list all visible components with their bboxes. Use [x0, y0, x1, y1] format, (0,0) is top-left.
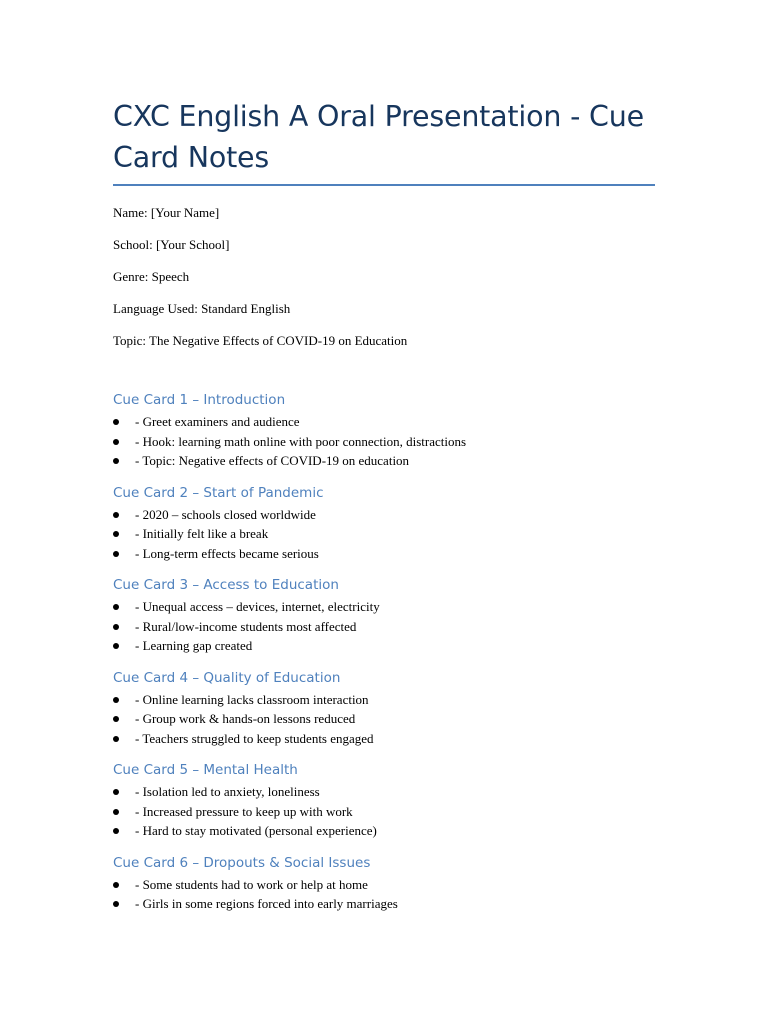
- cue-card-5: [113, 761, 655, 841]
- bullet-icon: [113, 716, 119, 722]
- cue-card-list: [113, 690, 655, 749]
- list-item-text: - Teachers struggled to keep students engaged: [135, 730, 374, 746]
- cue-card-heading: Cue Card 1 – Introduction: [113, 392, 286, 408]
- list-item: [113, 617, 655, 637]
- bullet-icon: [113, 882, 119, 888]
- cue-card-list: [113, 782, 655, 841]
- list-item: [113, 505, 655, 525]
- cue-card-1: [113, 391, 655, 471]
- list-item-text: - Hard to stay motivated (personal experience): [135, 823, 377, 838]
- list-item-text: - Some students had to work or help at home: [135, 876, 368, 892]
- list-item-text: - Learning gap created: [135, 638, 253, 653]
- list-item-text: - Girls in some regions forced into early marriages: [135, 896, 398, 911]
- bullet-icon: [113, 419, 119, 425]
- list-item: [113, 729, 655, 749]
- list-item: [113, 894, 655, 914]
- list-item-text: - Rural/low-income students most affected: [135, 618, 357, 634]
- list-item: [113, 821, 655, 841]
- list-item-text: - Long-term effects became serious: [135, 545, 319, 561]
- bullet-icon: [113, 736, 119, 742]
- list-item: [113, 432, 655, 452]
- bullet-icon: [113, 789, 119, 795]
- list-item: [113, 636, 655, 656]
- cue-card-list: [113, 505, 655, 564]
- bullet-icon: [113, 531, 119, 537]
- list-item: [113, 690, 655, 710]
- list-item-text: - Hook: learning math online with poor connection, distractions: [135, 433, 467, 449]
- cue-card-3: [113, 576, 655, 656]
- list-item-text: - Greet examiners and audience: [135, 414, 300, 429]
- bullet-icon: [113, 439, 119, 445]
- bullet-icon: [113, 624, 119, 630]
- cue-card-4: [113, 669, 655, 749]
- list-item: [113, 412, 655, 432]
- cue-card-list: [113, 597, 655, 656]
- bullet-icon: [113, 604, 119, 610]
- list-item: [113, 709, 655, 729]
- bullet-icon: [113, 458, 119, 464]
- cue-cards: [113, 391, 655, 914]
- list-item: [113, 524, 655, 544]
- bullet-icon: [113, 697, 119, 703]
- list-item-text: - Online learning lacks classroom interaction: [135, 691, 369, 707]
- list-item: [113, 597, 655, 617]
- list-item-text: - Increased pressure to keep up with work: [135, 803, 353, 819]
- list-item: [113, 782, 655, 802]
- list-item: [113, 451, 655, 471]
- list-item: [113, 875, 655, 895]
- cue-card-list: [113, 412, 655, 471]
- bullet-icon: [113, 643, 119, 649]
- document-title: CXC English A Oral Presentation - Cue Card Notes: [113, 96, 655, 186]
- bullet-icon: [113, 901, 119, 907]
- bullet-icon: [113, 828, 119, 834]
- list-item-text: - Isolation led to anxiety, loneliness: [135, 784, 320, 799]
- cue-card-heading: Cue Card 6 – Dropouts & Social Issues: [113, 854, 371, 871]
- list-item-text: - Group work & hands-on lessons reduced: [135, 711, 356, 726]
- list-item-text: - 2020 – schools closed worldwide: [135, 506, 316, 522]
- bullet-icon: [113, 551, 119, 557]
- list-item-text: - Initially felt like a break: [135, 526, 269, 541]
- meta-topic: Topic: The Negative Effects of COVID-19 on Education: [113, 333, 408, 348]
- list-item-text: - Unequal access – devices, internet, electricity: [135, 599, 380, 614]
- meta-school: School: [Your School]: [113, 237, 230, 252]
- bullet-icon: [113, 809, 119, 815]
- document-page: [113, 96, 655, 927]
- list-item: [113, 544, 655, 564]
- cue-card-heading: Cue Card 2 – Start of Pandemic: [113, 484, 324, 501]
- list-item: [113, 802, 655, 822]
- list-item-text: - Topic: Negative effects of COVID-19 on education: [135, 453, 410, 468]
- cue-card-list: [113, 875, 655, 914]
- cue-card-2: [113, 484, 655, 564]
- cue-card-6: [113, 854, 655, 914]
- cue-card-heading: Cue Card 3 – Access to Education: [113, 577, 339, 593]
- bullet-icon: [113, 512, 119, 518]
- meta-language: Language Used: Standard English: [113, 301, 291, 316]
- document-meta: [113, 205, 655, 349]
- cue-card-heading: Cue Card 4 – Quality of Education: [113, 669, 341, 686]
- meta-name: Name: [Your Name]: [113, 205, 220, 220]
- meta-genre: Genre: Speech: [113, 269, 190, 284]
- cue-card-heading: Cue Card 5 – Mental Health: [113, 762, 298, 778]
